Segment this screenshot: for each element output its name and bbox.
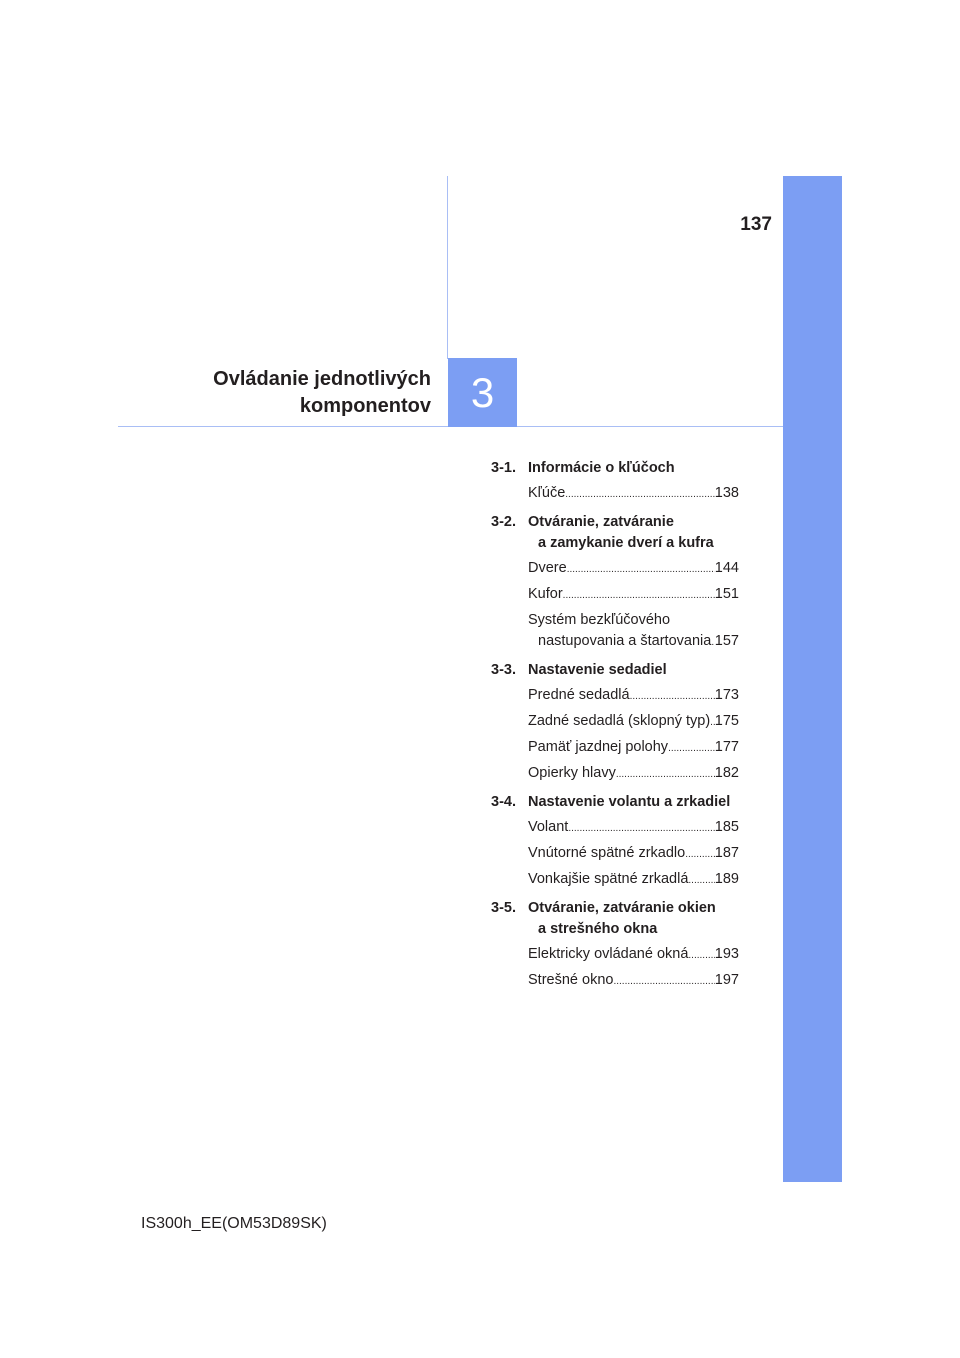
toc-entry[interactable] [528, 944, 739, 966]
entry-page: 193 [714, 946, 739, 962]
vertical-rule [447, 176, 448, 359]
entry-label: Kufor [528, 586, 563, 602]
entry-page: 182 [714, 765, 739, 781]
dot-leader [668, 738, 715, 759]
toc-section-3-3 [491, 660, 739, 785]
section-title [528, 898, 739, 940]
toc-entry[interactable] [528, 685, 739, 707]
toc-entry[interactable] [528, 610, 739, 653]
toc-section-3-5 [491, 898, 739, 992]
entry-page: 173 [714, 687, 739, 703]
toc-entry[interactable] [528, 483, 739, 505]
section-number: 3-2. [491, 514, 516, 530]
toc-entry[interactable] [528, 869, 739, 891]
dot-leader [613, 971, 714, 992]
entry-label: Zadné sedadlá (sklopný typ) [528, 713, 711, 729]
toc-entry[interactable] [528, 817, 739, 839]
entry-page: 151 [714, 586, 739, 602]
entry-page: 175 [714, 713, 739, 729]
entry-label: Vonkajšie spätné zrkadlá [528, 871, 689, 887]
chapter-title [150, 366, 431, 420]
toc-entry[interactable] [528, 584, 739, 606]
section-title: Nastavenie volantu a zrkadiel [528, 794, 731, 810]
entry-page: 187 [714, 845, 739, 861]
table-of-contents [491, 458, 739, 999]
section-title-line2: a zamykanie dverí a kufra [538, 535, 714, 551]
section-heading[interactable] [491, 792, 739, 813]
entry-label: Elektricky ovládané okná [528, 946, 689, 962]
entry-page: 189 [714, 871, 739, 887]
entry-label: Opierky hlavy [528, 765, 616, 781]
dot-leader [565, 484, 715, 505]
section-title-line1: Otváranie, zatváranie [528, 514, 674, 530]
chapter-number-box: 3 [448, 358, 517, 427]
entry-page: 185 [714, 819, 739, 835]
entry-page: 177 [714, 739, 739, 755]
toc-section-3-2 [491, 512, 739, 653]
entry-label-line2: nastupovania a štartovania [538, 633, 712, 649]
toc-entry[interactable] [528, 763, 739, 785]
dot-leader [630, 686, 715, 707]
entry-row [528, 631, 739, 653]
toc-section-3-1 [491, 458, 739, 505]
entry-label: Vnútorné spätné zrkadlo [528, 845, 686, 861]
chapter-side-tab [783, 176, 842, 1182]
entry-page: 197 [714, 972, 739, 988]
entry-page: 138 [714, 485, 739, 501]
entry-label: Strešné okno [528, 972, 614, 988]
section-heading[interactable] [491, 458, 739, 479]
entry-label: Predné sedadlá [528, 687, 630, 703]
entry-label: Kľúče [528, 485, 566, 501]
chapter-title-line1: Ovládanie jednotlivých [213, 368, 431, 390]
dot-leader [567, 559, 715, 580]
dot-leader [685, 844, 715, 865]
dot-leader [563, 585, 715, 606]
page-number: 137 [740, 214, 772, 235]
toc-section-3-4 [491, 792, 739, 891]
entry-label: Dvere [528, 560, 567, 576]
toc-entry[interactable] [528, 711, 739, 733]
entry-page: 157 [714, 633, 739, 649]
section-title-line1: Otváranie, zatváranie okien [528, 900, 716, 916]
section-heading[interactable] [491, 660, 739, 681]
dot-leader [568, 818, 714, 839]
section-heading[interactable] [491, 512, 739, 554]
dot-leader [688, 945, 714, 966]
toc-entry[interactable] [528, 737, 739, 759]
section-number: 3-5. [491, 900, 516, 916]
dot-leader [688, 870, 714, 891]
entry-label: Volant [528, 819, 569, 835]
section-title: Nastavenie sedadiel [528, 662, 667, 678]
section-heading[interactable] [491, 898, 739, 940]
section-number: 3-4. [491, 794, 516, 810]
chapter-title-line2: komponentov [299, 395, 431, 417]
toc-entry[interactable] [528, 970, 739, 992]
section-title [528, 512, 739, 554]
document-id: IS300h_EE(OM53D89SK) [141, 1215, 327, 1232]
toc-entry[interactable] [528, 843, 739, 865]
section-number: 3-3. [491, 662, 516, 678]
section-title-line2: a strešného okna [538, 921, 658, 937]
dot-leader [616, 764, 715, 785]
entry-label-line1: Systém bezkľúčového [528, 612, 671, 628]
toc-entry[interactable] [528, 558, 739, 580]
section-title: Informácie o kľúčoch [528, 460, 675, 476]
section-number: 3-1. [491, 460, 516, 476]
entry-page: 144 [714, 560, 739, 576]
entry-label: Pamäť jazdnej polohy [528, 739, 669, 755]
